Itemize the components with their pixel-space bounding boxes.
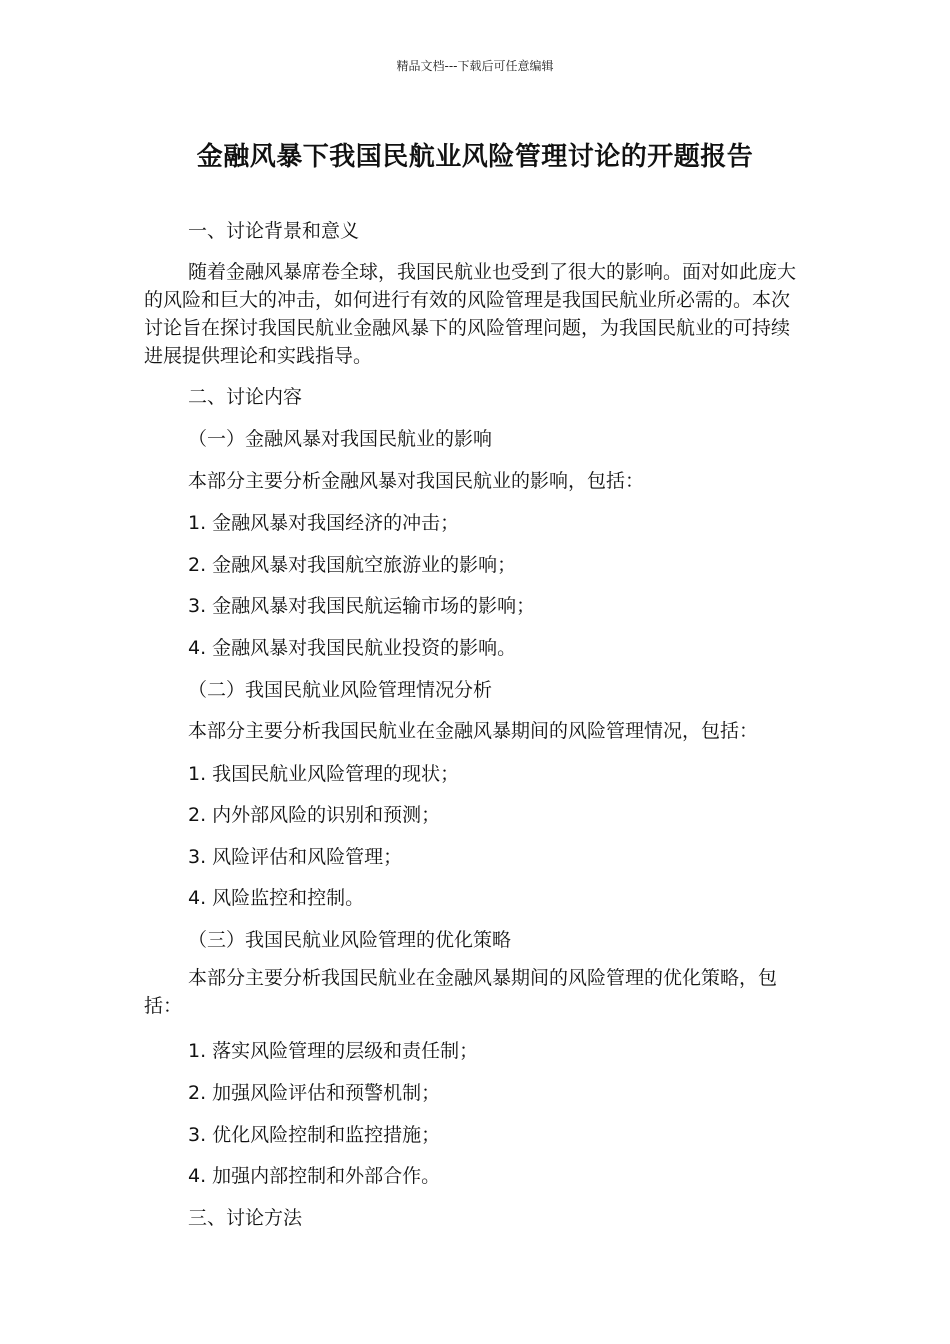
section-2-heading: 二、讨论内容 [188,386,303,408]
subsection-1-intro: 本部分主要分析金融风暴对我国民航业的影响，包括： [188,470,645,492]
list-item: 4. 金融风暴对我国民航业投资的影响。 [188,637,517,659]
subsection-1-heading: （一）金融风暴对我国民航业的影响 [188,428,493,450]
section-1-heading: 一、讨论背景和意义 [188,220,360,242]
list-item: 1. 落实风险管理的层级和责任制； [188,1040,479,1062]
list-item: 1. 金融风暴对我国经济的冲击； [188,512,460,534]
list-item: 2. 内外部风险的识别和预测； [188,804,441,826]
subsection-3-heading: （三）我国民航业风险管理的优化策略 [188,929,512,951]
subsection-2-intro: 本部分主要分析我国民航业在金融风暴期间的风险管理情况，包括： [188,720,759,742]
list-item: 3. 优化风险控制和监控措施； [188,1124,441,1146]
list-item: 1. 我国民航业风险管理的现状； [188,763,460,785]
subsection-2-heading: （二）我国民航业风险管理情况分析 [188,679,493,701]
list-item: 4. 风险监控和控制。 [188,887,365,909]
document-title: 金融风暴下我国民航业风险管理讨论的开题报告 [196,142,754,172]
subsection-3-intro: 本部分主要分析我国民航业在金融风暴期间的风险管理的优化策略，包括： [144,967,778,1017]
list-item: 3. 风险评估和风险管理； [188,846,403,868]
page-header: 精品文档---下载后可任意编辑 [396,59,554,73]
section-3-heading: 三、讨论方法 [188,1207,303,1229]
list-item: 3. 金融风暴对我国民航运输市场的影响； [188,595,536,617]
list-item: 2. 加强风险评估和预警机制； [188,1082,441,1104]
list-item: 4. 加强内部控制和外部合作。 [188,1165,441,1187]
section-1-paragraph: 随着金融风暴席卷全球，我国民航业也受到了很大的影响。面对如此庞大的风险和巨大的冲击，如何进行有效的风险管理是我国民航业所必需的。本次讨论旨在探讨我国民航业金融风暴下的风险管理问题，为我国民航业的可持续进展提供理论和实践指导。 [144,261,797,367]
list-item: 2. 金融风暴对我国航空旅游业的影响； [188,554,517,576]
